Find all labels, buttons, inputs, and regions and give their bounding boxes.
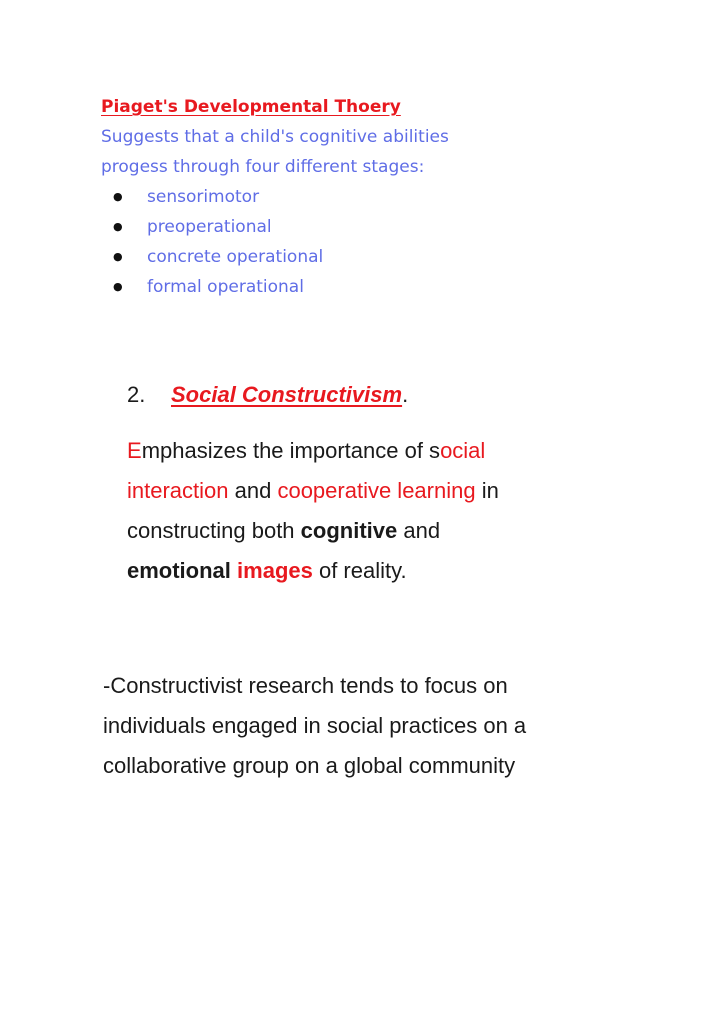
emphasis-red-text: interaction bbox=[127, 478, 229, 503]
social-constructivism-section bbox=[127, 380, 647, 591]
body-text: in bbox=[475, 478, 499, 503]
heading-period: . bbox=[402, 382, 409, 407]
list-item bbox=[101, 212, 661, 242]
list-item bbox=[101, 182, 661, 212]
stage-label: formal operational bbox=[147, 277, 304, 297]
body-text: and bbox=[397, 518, 441, 543]
list-item bbox=[101, 272, 661, 302]
stage-label: preoperational bbox=[147, 217, 272, 237]
body-text: mphasizes the importance of s bbox=[141, 438, 441, 463]
emphasis-red-text: ocial bbox=[440, 438, 486, 463]
section-heading bbox=[127, 380, 647, 410]
paragraph-line bbox=[127, 551, 647, 591]
emphasis-bold-text: cognitive bbox=[300, 518, 398, 543]
social-paragraph bbox=[127, 431, 647, 591]
emphasis-red-text: E bbox=[127, 438, 142, 463]
heading-term: Social Constructivism bbox=[171, 382, 403, 407]
body-text: and bbox=[228, 478, 278, 503]
piaget-intro-line-1: Suggests that a child's cognitive abilities bbox=[101, 127, 449, 147]
list-item bbox=[101, 242, 661, 272]
stages-list bbox=[101, 182, 661, 302]
heading-number: 2. bbox=[127, 382, 146, 407]
piaget-intro-line-2: progess through four different stages: bbox=[101, 157, 425, 177]
paragraph-line: individuals engaged in social practices on a bbox=[103, 713, 527, 738]
paragraph-line: -Constructivist research tends to focus on bbox=[103, 673, 508, 698]
emphasis-red-bold-text: images bbox=[237, 558, 313, 583]
paragraph-line bbox=[127, 431, 647, 471]
bullet-icon: ● bbox=[113, 280, 123, 293]
bullet-icon: ● bbox=[113, 250, 123, 263]
emphasis-red-text: cooperative learning bbox=[277, 478, 476, 503]
bullet-icon: ● bbox=[113, 190, 123, 203]
paragraph-line bbox=[127, 511, 647, 551]
emphasis-bold-text: emotional bbox=[127, 558, 231, 583]
stage-label: sensorimotor bbox=[147, 187, 260, 207]
closing-paragraph bbox=[103, 666, 703, 786]
piaget-title: Piaget's Developmental Thoery bbox=[101, 97, 401, 117]
body-text: constructing both bbox=[127, 518, 301, 543]
paragraph-line bbox=[127, 471, 647, 511]
paragraph-line: collaborative group on a global community bbox=[103, 753, 516, 778]
piaget-section bbox=[101, 92, 661, 302]
bullet-icon: ● bbox=[113, 220, 123, 233]
body-text: of reality. bbox=[312, 558, 407, 583]
stage-label: concrete operational bbox=[147, 247, 324, 267]
